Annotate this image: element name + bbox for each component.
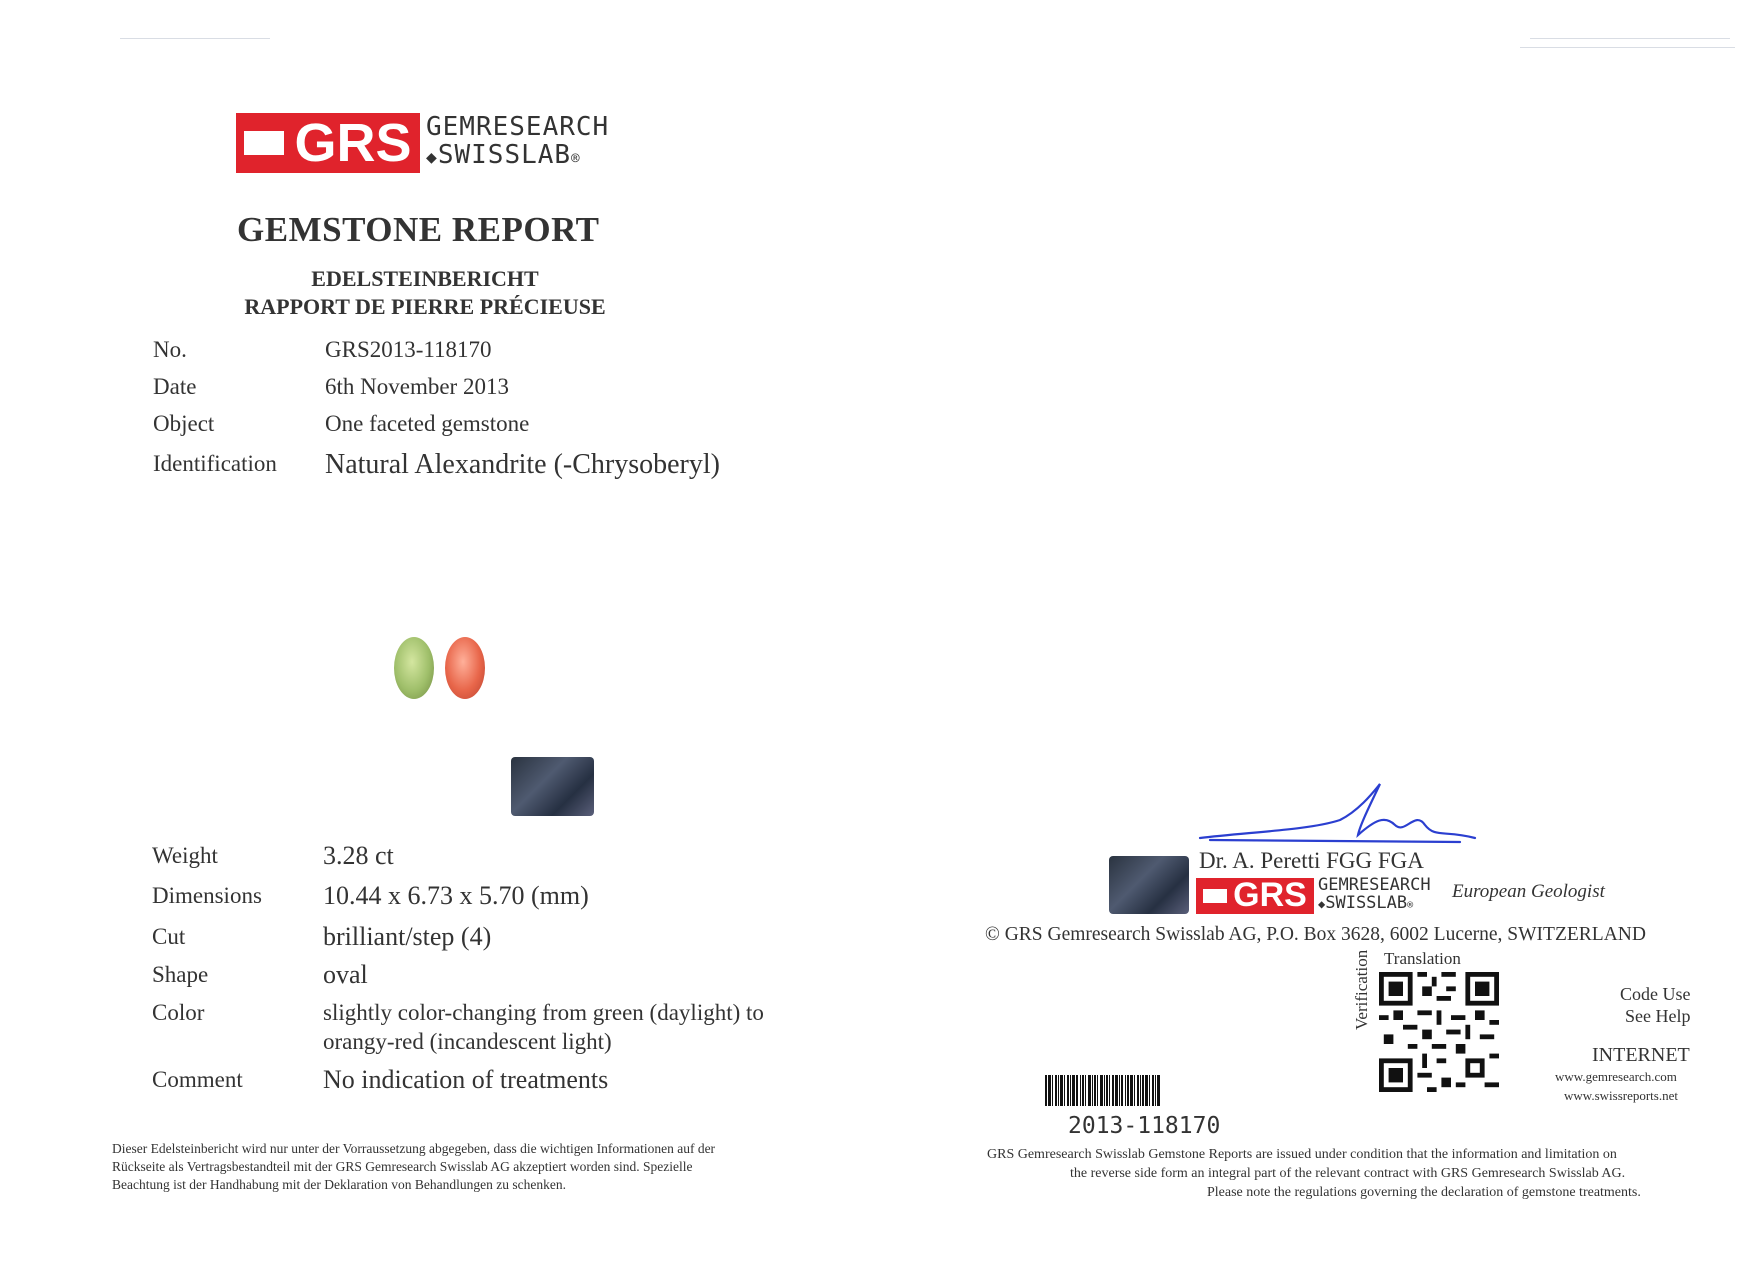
scan-artifact xyxy=(1520,47,1735,48)
grs-logo-small-mark xyxy=(1196,878,1314,914)
scan-artifact xyxy=(1530,38,1730,39)
internet-label: INTERNET xyxy=(1592,1044,1690,1066)
barcode-number: 2013-118170 xyxy=(1068,1113,1221,1139)
logo-line1: GEMRESEARCH xyxy=(426,112,610,142)
field-label-identification: Identification xyxy=(153,451,277,476)
grs-logo-small xyxy=(1196,876,1431,915)
field-value-comment: No indication of treatments xyxy=(323,1065,609,1094)
field-value-dimensions: 10.44 x 6.73 x 5.70 (mm) xyxy=(323,881,589,910)
field-value-color: slightly color-changing from green (daylight) to xyxy=(323,1000,764,1025)
field-value-date: 6th November 2013 xyxy=(325,374,509,399)
report-title: GEMSTONE REPORT xyxy=(237,210,600,249)
translation-label: Translation xyxy=(1384,949,1461,968)
hologram-seal xyxy=(511,757,594,816)
signature xyxy=(1190,780,1480,850)
field-value-object: One faceted gemstone xyxy=(325,411,530,436)
registered-mark: ® xyxy=(571,151,581,167)
subtitle-german: EDELSTEINBERICHT xyxy=(311,266,539,291)
footer-left-line1: Dieser Edelsteinbericht wird nur unter der Vorraussetzung abgegeben, dass die wichtigen Informationen auf der xyxy=(112,1141,716,1156)
field-label-color: Color xyxy=(152,1000,205,1025)
verification-label: Verification xyxy=(1352,949,1371,1030)
logo-small-line1: GEMRESEARCH xyxy=(1318,875,1431,895)
logo-line2: SWISSLAB xyxy=(437,140,572,170)
barcode xyxy=(1045,1075,1160,1106)
signatory-role: European Geologist xyxy=(1452,881,1605,902)
swiss-cross-icon-small xyxy=(1203,889,1227,903)
qr-code[interactable] xyxy=(1379,972,1499,1092)
signatory-name: Dr. A. Peretti FGG FGA xyxy=(1199,848,1424,873)
field-value-number: GRS2013-118170 xyxy=(325,337,492,362)
logo-small-line2: SWISSLAB xyxy=(1325,893,1408,913)
logo-mark-text: GRS xyxy=(294,113,412,173)
logo-wordmark xyxy=(426,113,609,173)
grs-logo xyxy=(236,113,609,173)
url-gemresearch[interactable]: www.gemresearch.com xyxy=(1555,1069,1677,1084)
footer-left-line3: Beachtung ist der Handhabung mit der Deklaration von Behandlungen zu schenken. xyxy=(112,1177,566,1192)
diamond-icon-small: ◆ xyxy=(1318,897,1326,911)
field-label-dimensions: Dimensions xyxy=(152,883,262,908)
field-value-color-line2: orangy-red (incandescent light) xyxy=(323,1029,612,1054)
footer-right-line1: GRS Gemresearch Swisslab Gemstone Reports are issued under condition that the information and limitation on xyxy=(987,1147,1617,1162)
diamond-icon: ◆ xyxy=(426,147,438,168)
field-label-comment: Comment xyxy=(152,1067,243,1092)
gem-incandescent-image xyxy=(445,637,485,699)
gem-daylight-image xyxy=(394,637,434,699)
field-label-object: Object xyxy=(153,411,215,436)
field-value-identification: Natural Alexandrite (-Chrysoberyl) xyxy=(325,449,720,480)
footer-right-line2: the reverse side form an integral part of the relevant contract with GRS Gemresearch Swisslab AG. xyxy=(1070,1166,1626,1181)
grs-logo-mark xyxy=(236,113,420,173)
registered-mark-small: ® xyxy=(1407,900,1414,911)
field-label-number: No. xyxy=(153,337,187,362)
field-label-date: Date xyxy=(153,374,197,399)
swiss-cross-icon xyxy=(244,131,284,155)
see-help-label: See Help xyxy=(1625,1006,1691,1026)
field-label-shape: Shape xyxy=(152,962,209,987)
field-label-weight: Weight xyxy=(152,843,218,868)
code-use-label: Code Use xyxy=(1620,984,1691,1004)
url-swissreports[interactable]: www.swissreports.net xyxy=(1564,1088,1678,1103)
company-address: © GRS Gemresearch Swisslab AG, P.O. Box 3628, 6002 Lucerne, SWITZERLAND xyxy=(985,924,1646,945)
field-label-cut: Cut xyxy=(152,924,186,949)
field-value-cut: brilliant/step (4) xyxy=(323,922,492,951)
footer-left-line2: Rückseite als Vertragsbestandteil mit der GRS Gemresearch Swisslab AG akzeptiert worden sind. Spezielle xyxy=(112,1159,693,1174)
scan-artifact xyxy=(120,38,270,39)
hologram-seal-right xyxy=(1109,856,1189,914)
subtitle-french: RAPPORT DE PIERRE PRÉCIEUSE xyxy=(244,294,606,319)
logo-small-wordmark xyxy=(1318,876,1431,915)
footer-right-line3: Please note the regulations governing the declaration of gemstone treatments. xyxy=(1207,1185,1641,1200)
field-value-shape: oval xyxy=(323,960,368,989)
logo-small-mark-text: GRS xyxy=(1233,876,1307,914)
field-value-weight: 3.28 ct xyxy=(323,841,394,870)
